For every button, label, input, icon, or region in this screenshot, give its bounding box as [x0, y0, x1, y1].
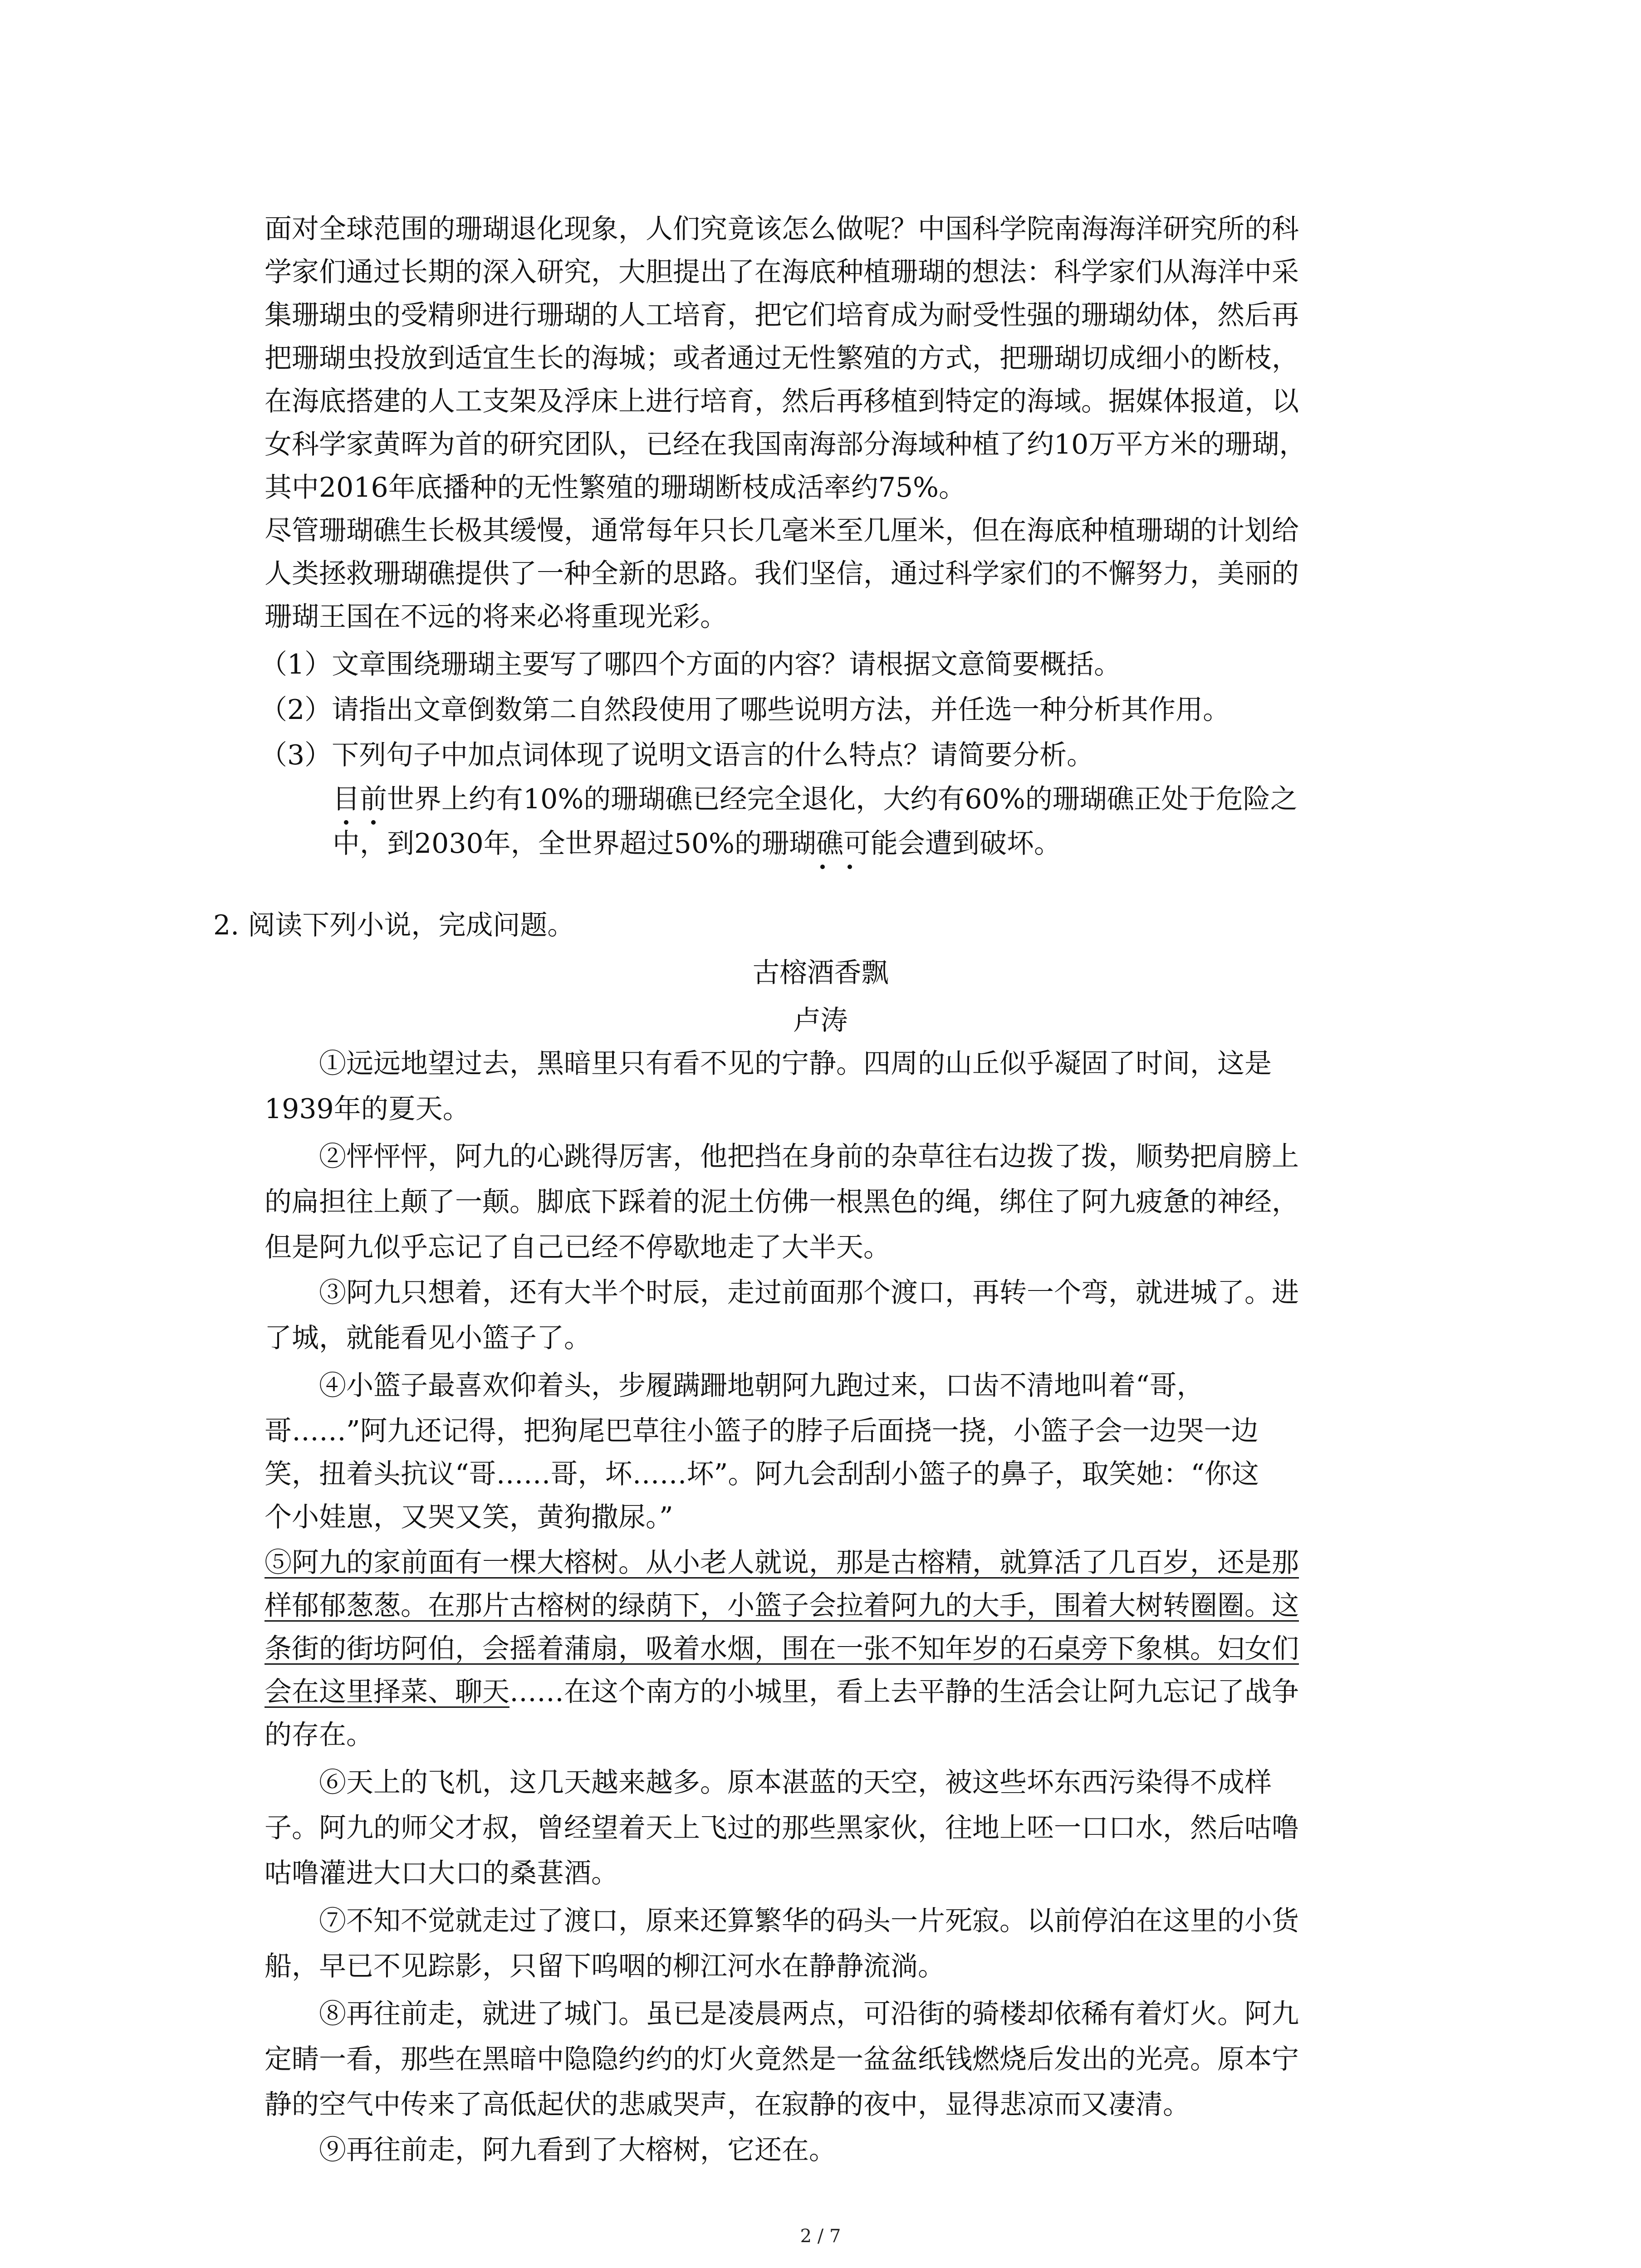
- emphasis-dot: [847, 865, 852, 869]
- story-line: 1939年的夏天。: [265, 1093, 470, 1125]
- story-line: ④小篮子最喜欢仰着头，步履蹒跚地朝阿九跑过来，口齿不清地叫着“哥，: [319, 1370, 1204, 1402]
- story-line: [265, 1669, 1299, 1715]
- passage-line: 学家们通过长期的深入研究，大胆提出了在海底种植珊瑚的想法：科学家们从海洋中采: [265, 256, 1299, 288]
- underlined-line: ⑤阿九的家前面有一棵大榕树。从小老人就说，那是古榕精，就算活了几百岁，还是那: [265, 1547, 1299, 1579]
- passage-line: 其中2016年底播种的无性繁殖的珊瑚断枝成活率约75%。: [265, 472, 966, 503]
- story-segment: ……在这个南方的小城里，看上去平静的生活会让阿九忘记了战争: [509, 1676, 1299, 1708]
- passage-line: 珊瑚王国在不远的将来必将重现光彩。: [265, 601, 727, 633]
- quoted-sentence-line: 中，到2030年，全世界超过50%的珊瑚礁可能会遭到破坏。: [333, 828, 1062, 860]
- story-line: 定睛一看，那些在黑暗中隐隐约约的灯火竟然是一盆盆纸钱燃烧后发出的光亮。原本宁: [265, 2043, 1299, 2075]
- passage-line: 人类拯救珊瑚礁提供了一种全新的思路。我们坚信，通过科学家们的不懈努力，美丽的: [265, 558, 1299, 590]
- story-line: ⑦不知不觉就走过了渡口，原来还算繁华的码头一片死寂。以前停泊在这里的小货: [319, 1905, 1299, 1937]
- story-line: ③阿九只想着，还有大半个时辰，走过前面那个渡口，再转一个弯，就进城了。进: [319, 1277, 1299, 1309]
- story-title: 古榕酒香飘: [752, 957, 889, 989]
- passage-line: 面对全球范围的珊瑚退化现象，人们究竟该怎么做呢？中国科学院南海海洋研究所的科: [265, 213, 1299, 245]
- story-line: 个小娃崽，又哭又笑，黄狗撒尿。”: [265, 1501, 673, 1533]
- story-line: 静的空气中传来了高低起伏的悲戚哭声，在寂静的夜中，显得悲凉而又凄清。: [265, 2089, 1190, 2121]
- emphasis-dot: [820, 865, 825, 869]
- question-1: （1）文章围绕珊瑚主要写了哪四个方面的内容？请根据文意简要概括。: [260, 649, 1122, 680]
- story-line: ①远远地望过去，黑暗里只有看不见的宁静。四周的山丘似乎凝固了时间，这是: [319, 1048, 1272, 1080]
- story-line: 的存在。: [265, 1719, 373, 1751]
- question-heading: 2. 阅读下列小说，完成问题。: [213, 909, 575, 941]
- emphasis-dot: [344, 820, 348, 825]
- passage-line: 集珊瑚虫的受精卵进行珊瑚的人工培育，把它们培育成为耐受性强的珊瑚幼体，然后再: [265, 299, 1299, 331]
- underlined-line: 样郁郁葱葱。在那片古榕树的绿荫下，小篮子会拉着阿九的大手，围着大树转圈圈。这: [265, 1590, 1299, 1622]
- story-line: 船，早已不见踪影，只留下呜咽的柳江河水在静静流淌。: [265, 1950, 945, 1982]
- passage-line: 女科学家黄晖为首的研究团队，已经在我国南海部分海域种植了约10万平方米的珊瑚，: [265, 429, 1307, 460]
- story-line: 子。阿九的师父才叔，曾经望着天上飞过的那些黑家伙，往地上呸一口口水，然后咕噜: [265, 1812, 1299, 1844]
- story-line: 笑，扭着头抗议“哥……哥，坏……坏”。阿九会刮刮小篮子的鼻子，取笑她：“你这: [265, 1458, 1259, 1490]
- story-line: 的扁担往上颠了一颠。脚底下踩着的泥土仿佛一根黑色的绳，绑住了阿九疲惫的神经，: [265, 1186, 1299, 1218]
- passage-line: 把珊瑚虫投放到适宜生长的海城；或者通过无性繁殖的方式，把珊瑚切成细小的断枝，: [265, 342, 1299, 374]
- emphasis-dot: [371, 820, 376, 825]
- quoted-sentence-line: 目前世界上约有10%的珊瑚礁已经完全退化，大约有60%的珊瑚礁正处于危险之: [333, 783, 1298, 815]
- story-line: ⑥天上的飞机，这几天越来越多。原本湛蓝的天空，被这些坏东西污染得不成样: [319, 1767, 1272, 1799]
- page-number: 2 / 7: [800, 2226, 841, 2247]
- story-line: 哥……”阿九还记得，把狗尾巴草往小篮子的脖子后面挠一挠，小篮子会一边哭一边: [265, 1415, 1259, 1447]
- story-author: 卢涛: [793, 1005, 848, 1036]
- question-2: （2）请指出文章倒数第二自然段使用了哪些说明方法，并任选一种分析其作用。: [260, 694, 1230, 726]
- underlined-line: 条街的街坊阿伯，会摇着蒲扇，吸着水烟，围在一张不知年岁的石桌旁下象棋。妇女们: [265, 1633, 1299, 1665]
- story-line: 但是阿九似乎忘记了自己已经不停歇地走了大半天。: [265, 1232, 891, 1263]
- passage-line: 尽管珊瑚礁生长极其缓慢，通常每年只长几毫米至几厘米，但在海底种植珊瑚的计划给: [265, 515, 1299, 547]
- story-line: 咕噜灌进大口大口的桑葚酒。: [265, 1857, 618, 1889]
- story-line: ⑧再往前走，就进了城门。虽已是凌晨两点，可沿街的骑楼却依稀有着灯火。阿九: [319, 1998, 1299, 2030]
- story-line: 了城，就能看见小篮子了。: [265, 1322, 591, 1354]
- story-line: ⑨再往前走，阿九看到了大榕树，它还在。: [319, 2134, 836, 2166]
- passage-line: 在海底搭建的人工支架及浮床上进行培育，然后再移植到特定的海域。据媒体报道，以: [265, 386, 1299, 417]
- story-line: ②怦怦怦，阿九的心跳得厉害，他把挡在身前的杂草往右边拨了拨，顺势把肩膀上: [319, 1141, 1299, 1173]
- underlined-segment: 会在这里择菜、聊天: [265, 1676, 509, 1708]
- question-3: （3）下列句子中加点词体现了说明文语言的什么特点？请简要分析。: [260, 739, 1094, 771]
